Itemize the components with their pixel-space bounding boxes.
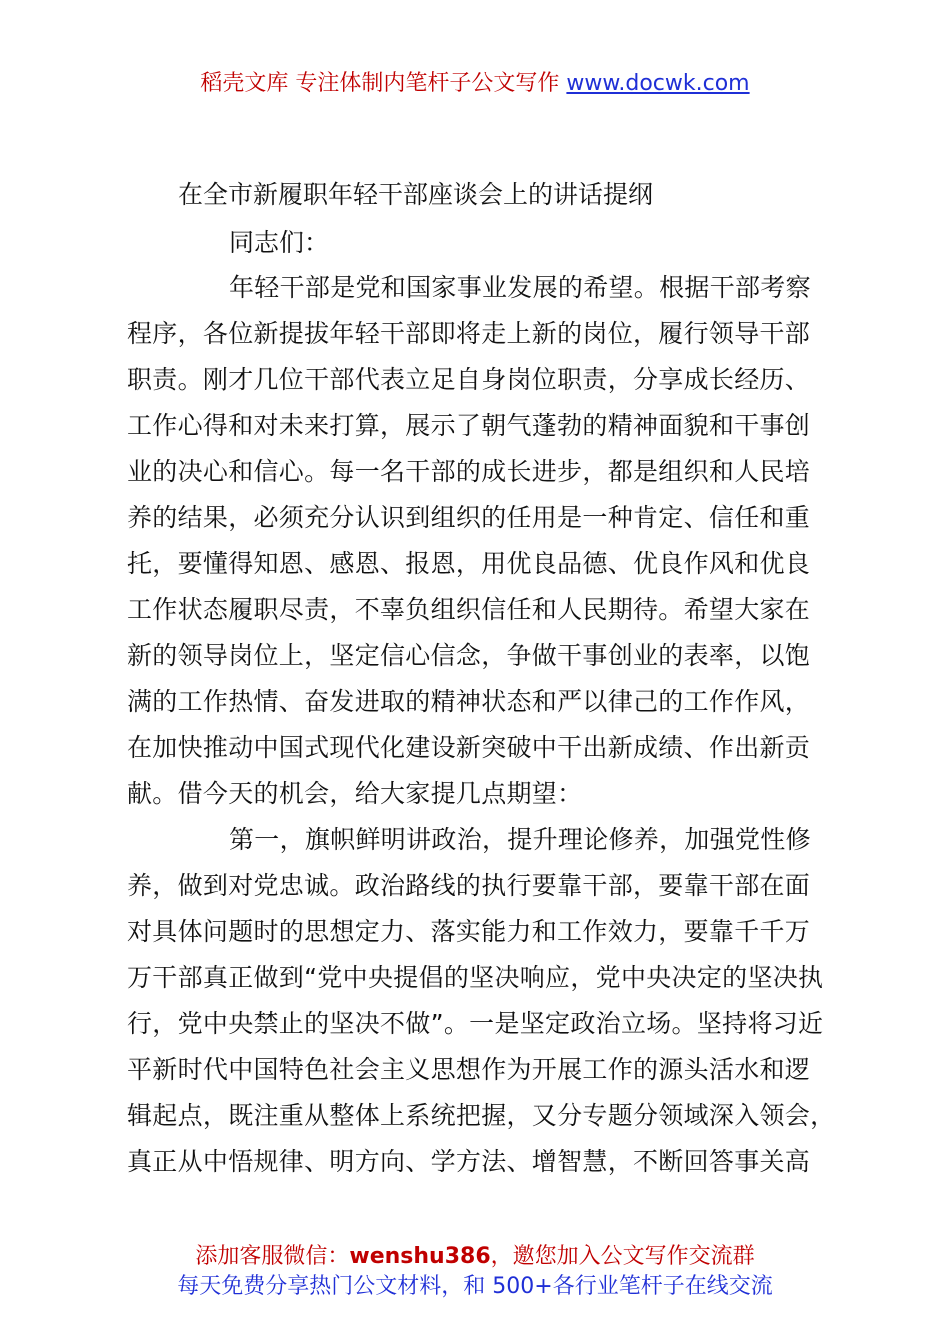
text-line: 行，党中央禁止的坚决不做”。一是坚定政治立场。坚持将习近 <box>127 1009 824 1038</box>
footer-wechat-line <box>0 1242 950 1272</box>
text-line: 在加快推动中国式现代化建设新突破中干出新成绩、作出新贡 <box>127 733 811 762</box>
text-line: 养，做到对党忠诚。政治路线的执行要靠干部，要靠干部在面 <box>127 871 811 900</box>
page-header <box>0 68 950 100</box>
text-line: 业的决心和信心。每一名干部的成长进步，都是组织和人民培 <box>127 457 811 486</box>
paragraph-2 <box>127 817 847 1185</box>
text-line: 献。借今天的机会，给大家提几点期望： <box>127 779 583 808</box>
header-url-link[interactable]: www.docwk.com <box>566 71 750 96</box>
paragraph-1 <box>127 265 847 817</box>
text-line: 第一，旗帜鲜明讲政治，提升理论修养，加强党性修 <box>229 825 811 854</box>
text-line: 对具体问题时的思想定力、落实能力和工作效力，要靠千千万 <box>127 917 811 946</box>
text-line: 万干部真正做到“党中央提倡的坚决响应，党中央决定的坚决执 <box>127 963 824 992</box>
wechat-id: wenshu386 <box>349 1244 491 1269</box>
text-line: 新的领导岗位上，坚定信心信念，争做干事创业的表率，以饱 <box>127 641 811 670</box>
text-line: 托，要懂得知恩、感恩、报恩，用优良品德、优良作风和优良 <box>127 549 811 578</box>
text-line: 职责。刚才几位干部代表立足自身岗位职责，分享成长经历、 <box>127 365 811 394</box>
text-line: 年轻干部是党和国家事业发展的希望。根据干部考察 <box>229 273 811 302</box>
text-line: 真正从中悟规律、明方向、学方法、增智慧，不断回答事关高 <box>127 1147 811 1176</box>
text-line: 工作状态履职尽责，不辜负组织信任和人民期待。希望大家在 <box>127 595 811 624</box>
header-brand: 稻壳文库 专注体制内笔杆子公文写作 <box>200 71 560 96</box>
text-line: 工作心得和对未来打算，展示了朝气蓬勃的精神面貌和干事创 <box>127 411 811 440</box>
footer-suffix: ，邀您加入公文写作交流群 <box>490 1244 755 1269</box>
text-line: 平新时代中国特色社会主义思想作为开展工作的源头活水和逻 <box>127 1055 811 1084</box>
footer-prefix: 添加客服微信： <box>195 1244 350 1269</box>
text-line: 养的结果，必须充分认识到组织的任用是一种肯定、信任和重 <box>127 503 811 532</box>
text-line: 程序，各位新提拔年轻干部即将走上新的岗位，履行领导干部 <box>127 319 811 348</box>
text-line: 满的工作热情、奋发进取的精神状态和严以律己的工作作风， <box>127 687 811 716</box>
footer-promo-line: 每天免费分享热门公文材料，和 500+各行业笔杆子在线交流 <box>177 1274 773 1299</box>
document-title: 在全市新履职年轻干部座谈会上的讲话提纲 <box>178 180 654 209</box>
text-line: 辑起点，既注重从整体上系统把握，又分专题分领域深入领会， <box>127 1101 836 1130</box>
salutation: 同志们： <box>229 228 330 257</box>
